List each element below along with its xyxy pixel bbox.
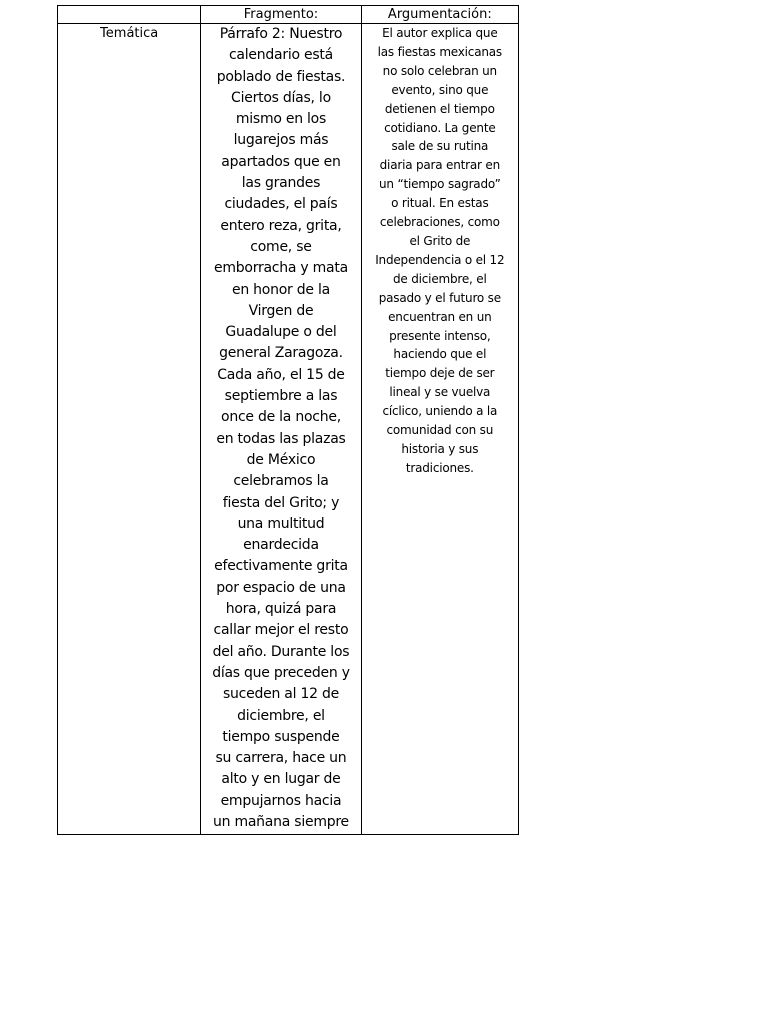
argument-text-line: el Grito de bbox=[409, 233, 471, 248]
fragment-text-line: días que preceden y bbox=[212, 664, 350, 681]
fragment-text-line: mismo en los bbox=[235, 111, 327, 128]
fragment-text-line: callar mejor el resto bbox=[213, 622, 349, 639]
fragment-text-line: calendario está bbox=[228, 47, 333, 64]
fragment-text-line: hora, quizá para bbox=[225, 601, 337, 618]
fragment-text-line: por espacio de una bbox=[216, 579, 346, 596]
argument-text-line: tiempo deje de ser bbox=[385, 366, 495, 381]
fragment-text-line: celebramos la bbox=[233, 473, 329, 490]
argument-text-line: haciendo que el bbox=[393, 347, 487, 362]
fragment-text-line: ciudades, el país bbox=[224, 196, 338, 213]
fragment-text-line: emborracha y mata bbox=[214, 260, 348, 277]
argument-text-line: historia y sus bbox=[401, 441, 479, 456]
fragment-text-line: Ciertos días, lo bbox=[231, 89, 331, 106]
argument-text-line: diaria para entrar en bbox=[379, 158, 500, 173]
fragment-text-line: alto y en lugar de bbox=[221, 771, 341, 788]
header-cell-fragmento: Fragmento: bbox=[201, 6, 361, 24]
argument-text-line: celebraciones, como bbox=[379, 215, 500, 230]
fragment-text-line: Párrafo 2: Nuestro bbox=[219, 26, 343, 42]
argument-text-line: detienen el tiempo bbox=[384, 101, 495, 116]
argument-text-line: cíclico, uniendo a la bbox=[382, 404, 498, 419]
fragment-text-line: Guadalupe o del bbox=[225, 324, 337, 341]
table-header-row bbox=[58, 6, 519, 24]
argument-text-line: o ritual. En estas bbox=[391, 196, 489, 211]
fragment-text-line: Cada año, el 15 de bbox=[217, 366, 345, 383]
argument-text-line: no solo celebran un bbox=[382, 63, 497, 78]
fragment-text-line: come, se bbox=[250, 238, 312, 255]
fragment-text-line: enardecida bbox=[243, 537, 319, 554]
fragment-text-line: las grandes bbox=[241, 175, 321, 192]
argument-text-line: las fiestas mexicanas bbox=[377, 44, 502, 59]
fragment-text-line: apartados que en bbox=[221, 153, 341, 170]
fragment-text-line: general Zaragoza. bbox=[219, 345, 343, 362]
fragment-text-line: poblado de fiestas. bbox=[216, 68, 346, 85]
fragment-text-line: tiempo suspende bbox=[222, 728, 340, 745]
fragment-text-line: del año. Durante los bbox=[212, 643, 350, 660]
document-table bbox=[57, 5, 519, 835]
fragment-text-line: su carrera, hace un bbox=[215, 750, 347, 767]
fragment-text-line: un mañana siempre bbox=[213, 813, 349, 830]
fragment-cell bbox=[201, 24, 361, 835]
fragment-text-line: Virgen de bbox=[248, 302, 314, 319]
fragment-text-line: efectivamente grita bbox=[214, 558, 348, 575]
argument-text-line: El autor explica que bbox=[382, 26, 498, 40]
fragment-text-line: entero reza, grita, bbox=[220, 217, 342, 234]
fragment-text-line: en todas las plazas bbox=[216, 430, 346, 447]
fragment-text-line: fiesta del Grito; y bbox=[222, 494, 340, 511]
argument-cell bbox=[361, 24, 518, 835]
argument-text-line: tradiciones. bbox=[405, 460, 474, 475]
fragment-text-line: diciembre, el bbox=[237, 707, 325, 724]
argument-text-line: de diciembre, el bbox=[393, 271, 487, 286]
argument-text-line: cotidiano. La gente bbox=[384, 120, 496, 135]
argument-text-line: sale de su rutina bbox=[391, 139, 489, 154]
header-cell-argumentacion: Argumentación: bbox=[361, 6, 518, 24]
fragment-text-line: empujarnos hacia bbox=[220, 792, 342, 809]
fragment-text-line: una multitud bbox=[237, 515, 325, 532]
argument-text-line: lineal y se vuelva bbox=[389, 385, 491, 400]
argument-text-line: presente intenso, bbox=[389, 328, 491, 343]
fragment-text-line: septiembre a las bbox=[224, 388, 338, 405]
fragment-text-line: once de la noche, bbox=[221, 409, 341, 426]
row-label-tematica: Temática bbox=[58, 24, 201, 835]
fragment-text-line: lugarejos más bbox=[233, 132, 329, 149]
argument-text-line: un “tiempo sagrado” bbox=[379, 177, 501, 192]
argument-text-line: evento, sino que bbox=[391, 82, 489, 97]
fragment-text-line: suceden al 12 de bbox=[222, 686, 339, 703]
fragment-text-line: de México bbox=[246, 451, 316, 468]
table-row bbox=[58, 24, 519, 835]
header-cell-empty bbox=[58, 6, 201, 24]
argument-text-line: encuentran en un bbox=[388, 309, 492, 324]
fragment-text-line: en honor de la bbox=[231, 281, 330, 298]
argument-text-line: Independencia o el 12 bbox=[375, 252, 505, 267]
argument-text-line: pasado y el futuro se bbox=[378, 290, 501, 305]
argument-text-line: comunidad con su bbox=[386, 423, 494, 438]
